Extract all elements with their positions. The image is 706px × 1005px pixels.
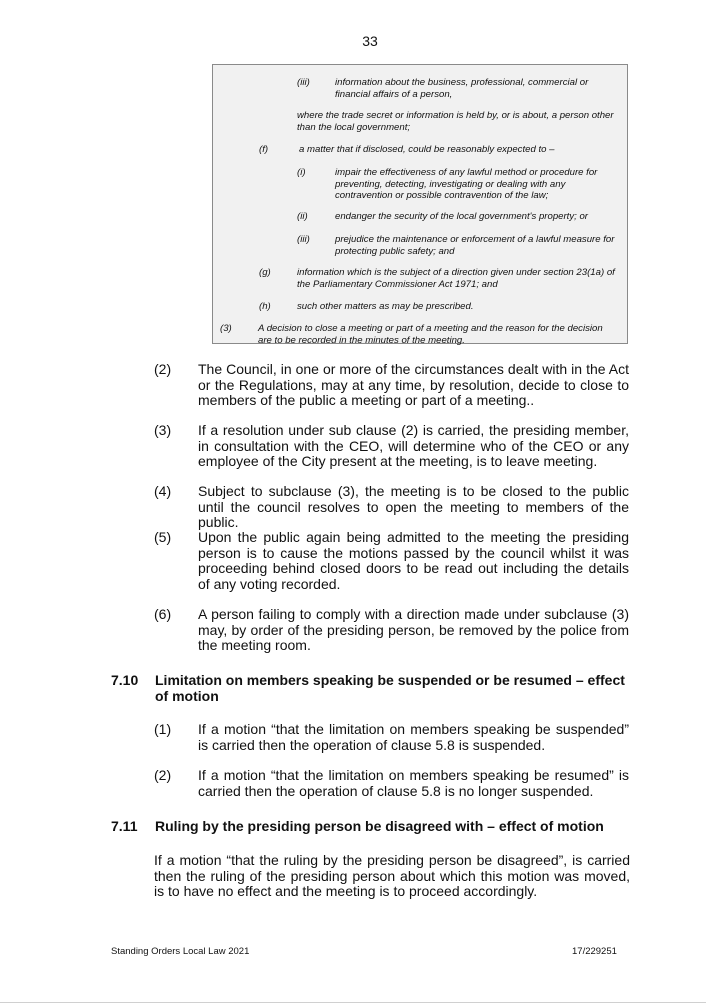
clause-text: Upon the public again being admitted to the meeting the presiding person is to cause the motions passed by the council whilst it was proceeding behind closed doors to be read out including the details of any voting recorded. (198, 529, 629, 592)
quote-text: impair the effectiveness of any lawful method or procedure for preventing, detecting, investigating or dealing with any contravention or possible contravention of the law; (335, 167, 598, 201)
clause-text: If a motion “that the limitation on members speaking be suspended” is carried then the operation of clause 5.8 is suspended. (198, 721, 629, 753)
quote-label: (iii) (297, 234, 310, 245)
clause-label: (2) (154, 361, 172, 377)
quote-text: such other matters as may be prescribed. (297, 301, 474, 312)
section-title: Ruling by the presiding person be disagreed with – effect of motion (155, 818, 604, 834)
quote-label: (f) (259, 144, 269, 155)
quote-label: (3) (220, 323, 232, 334)
quote-label: (i) (297, 167, 306, 178)
clause-label: (5) (154, 529, 172, 545)
clause-label: (3) (154, 422, 172, 438)
quote-text: where the trade secret or information is held by, or is about, a person other than the local government; (297, 110, 614, 133)
footer-document-title: Standing Orders Local Law 2021 (111, 946, 250, 957)
section-number: 7.11 (111, 818, 138, 834)
clause-label: (6) (154, 606, 172, 622)
clause-text: A person failing to comply with a direction made under subclause (3) may, by order of the presiding person, be removed by the police from the meeting room. (198, 606, 629, 653)
quote-text: prejudice the maintenance or enforcement of a lawful measure for protecting public safety; and (335, 234, 615, 257)
clause-text: If a resolution under sub clause (2) is carried, the presiding member, in consultation with the CEO, will determine who of the CEO or any employee of the City present at the meeting, is to leave meeting. (198, 422, 629, 469)
clause-text: The Council, in one or more of the circumstances dealt with in the Act or the Regulations, may at any time, by resolution, decide to close to members of the public a meeting or part of a meeting.. (198, 361, 629, 408)
quote-label: (g) (259, 267, 271, 278)
clause-text: If a motion “that the limitation on members speaking be resumed” is carried then the operation of clause 5.8 is no longer suspended. (198, 767, 629, 799)
quote-label: (ii) (297, 211, 308, 222)
section-title: Limitation on members speaking be suspended or be resumed – effect of motion (155, 672, 625, 704)
quote-text: endanger the security of the local government's property; or (335, 211, 589, 222)
clause-label: (2) (154, 767, 172, 783)
quote-text: A decision to close a meeting or part of a meeting and the reason for the decision are to be recorded in the minutes of the meeting. (258, 323, 603, 346)
quoted-legislation-box (212, 64, 628, 344)
quote-label: (h) (259, 301, 271, 312)
clause-label: (4) (154, 483, 172, 499)
clause-text: Subject to subclause (3), the meeting is to be closed to the public until the council resolves to open the meeting to members of the public. (198, 483, 629, 530)
page-bottom-edge (0, 1002, 706, 1003)
quote-text: information about the business, professional, commercial or financial affairs of a person, (335, 77, 589, 100)
footer-reference-number: 17/229251 (572, 946, 617, 957)
quote-label: (iii) (297, 77, 310, 88)
section-number: 7.10 (111, 672, 139, 688)
clause-label: (1) (154, 721, 172, 737)
section-7-11-body: If a motion “that the ruling by the presiding person be disagreed”, is carried then the ruling of the presiding person about which this motion was moved, is to have no effect and the meeting is to proceed accordingly. (154, 852, 630, 899)
quote-text: information which is the subject of a direction given under section 23(1a) of the Parliamentary Commissioner Act 1971; and (297, 267, 615, 290)
quote-text: a matter that if disclosed, could be reasonably expected to – (299, 144, 555, 155)
page-number: 33 (362, 33, 378, 49)
